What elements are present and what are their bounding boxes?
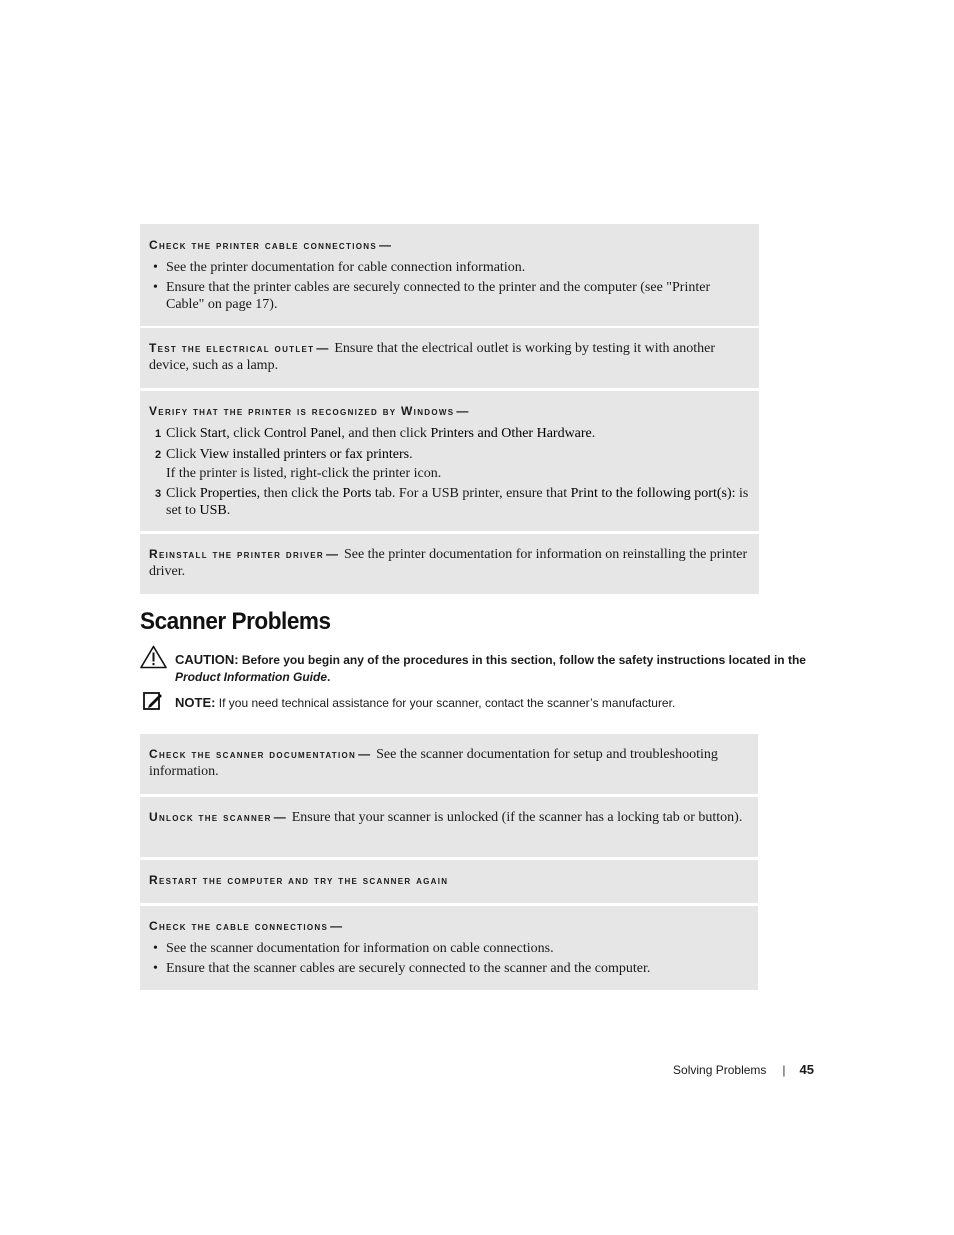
step-heading: Test the electrical outlet bbox=[149, 341, 315, 355]
step-heading: Reinstall the printer driver bbox=[149, 547, 324, 561]
step-text: . bbox=[226, 503, 231, 518]
step-heading: Check the cable connections bbox=[149, 919, 329, 933]
footer-separator: | bbox=[782, 1063, 786, 1077]
note-notice bbox=[175, 694, 815, 712]
list-item: • See the printer documentation for cable connection information. bbox=[149, 259, 750, 276]
unlock-scanner-box bbox=[140, 797, 758, 857]
ui-term-print-to-port: Print to the following port(s): bbox=[570, 486, 736, 501]
step-text: Ensure that the electrical outlet is working by testing it with another device, such as a lamp. bbox=[149, 341, 715, 373]
caution-notice bbox=[175, 651, 815, 686]
ui-term-start: Start bbox=[199, 426, 227, 441]
step-number: 2 bbox=[155, 449, 162, 461]
heading-dash: — bbox=[456, 404, 469, 418]
warning-triangle-icon bbox=[140, 645, 167, 669]
step-text: is set to bbox=[166, 486, 749, 518]
step-heading: Verify that the printer is recognized by Windows bbox=[149, 404, 455, 418]
numbered-step bbox=[149, 485, 750, 519]
note-text: If you need technical assistance for your scanner, contact the scanner’s manufacturer. bbox=[218, 696, 676, 710]
note-pencil-icon bbox=[143, 691, 163, 711]
step-text: See the printer documentation for information on reinstalling the printer driver. bbox=[149, 547, 748, 579]
step-text: , then click the bbox=[256, 486, 343, 501]
step-text: Ensure that your scanner is unlocked (if the scanner has a locking tab or button). bbox=[291, 810, 743, 825]
verify-printer-box bbox=[140, 391, 759, 531]
ui-term-usb: USB bbox=[199, 503, 227, 518]
ui-term-printers-hardware: Printers and Other Hardware bbox=[430, 426, 592, 441]
scanner-cable-box bbox=[140, 906, 758, 990]
heading-dash: — bbox=[273, 810, 286, 824]
numbered-step bbox=[149, 446, 750, 463]
list-item: • Ensure that the scanner cables are securely connected to the scanner and the computer. bbox=[149, 960, 749, 977]
heading-dash: — bbox=[378, 238, 391, 252]
heading-dash: — bbox=[358, 747, 371, 761]
numbered-step bbox=[149, 425, 750, 442]
heading-dash: — bbox=[325, 547, 338, 561]
ui-term-ports: Ports bbox=[342, 486, 372, 501]
step-text: , and then click bbox=[341, 426, 431, 441]
heading-dash: — bbox=[316, 341, 329, 355]
printer-cable-box bbox=[140, 224, 759, 326]
step-text: . bbox=[591, 426, 596, 441]
step-text: , click bbox=[226, 426, 265, 441]
section-title: Scanner Problems bbox=[140, 608, 331, 635]
numbered-steps bbox=[149, 425, 750, 519]
scanner-docs-box bbox=[140, 734, 758, 794]
step-text: See the scanner documentation for setup and troubleshooting information. bbox=[149, 747, 718, 779]
step-heading: Restart the computer and try the scanner again bbox=[149, 873, 449, 887]
step-text: Click bbox=[166, 447, 200, 462]
footer-section-name: Solving Problems bbox=[673, 1063, 767, 1077]
step-text: tab. For a USB printer, ensure that bbox=[371, 486, 571, 501]
step-subtext: If the printer is listed, right-click the printer icon. bbox=[166, 466, 442, 481]
ui-term-view-printers: View installed printers or fax printers bbox=[199, 447, 410, 462]
caution-label: CAUTION: bbox=[175, 652, 239, 667]
step-heading: Check the scanner documentation bbox=[149, 747, 357, 761]
note-label: NOTE: bbox=[175, 695, 216, 710]
restart-computer-box bbox=[140, 860, 758, 903]
ui-term-control-panel: Control Panel bbox=[264, 426, 342, 441]
list-item: • Ensure that the printer cables are securely connected to the printer and the computer (see "Printer Cable" on page 17). bbox=[149, 279, 750, 313]
list-item: • See the scanner documentation for information on cable connections. bbox=[149, 940, 749, 957]
caution-text: Before you begin any of the procedures in this section, follow the safety instructions located in the bbox=[241, 653, 806, 667]
step-heading: Unlock the scanner bbox=[149, 810, 272, 824]
step-number: 1 bbox=[155, 428, 162, 440]
step-text: . bbox=[409, 447, 413, 462]
caution-end: . bbox=[327, 670, 331, 684]
bullet-list bbox=[149, 940, 749, 977]
step-text: Click bbox=[166, 426, 200, 441]
page-footer bbox=[600, 1062, 814, 1077]
step-heading: Check the printer cable connections bbox=[149, 238, 377, 252]
heading-dash: — bbox=[330, 919, 343, 933]
reinstall-driver-box bbox=[140, 534, 759, 594]
ui-term-properties: Properties bbox=[199, 486, 257, 501]
bullet-list bbox=[149, 259, 750, 313]
step-text: Click bbox=[166, 486, 200, 501]
page-number: 45 bbox=[799, 1062, 814, 1077]
caution-guide-title: Product Information Guide bbox=[175, 670, 327, 684]
step-number: 3 bbox=[155, 488, 162, 500]
electrical-outlet-box bbox=[140, 328, 759, 388]
